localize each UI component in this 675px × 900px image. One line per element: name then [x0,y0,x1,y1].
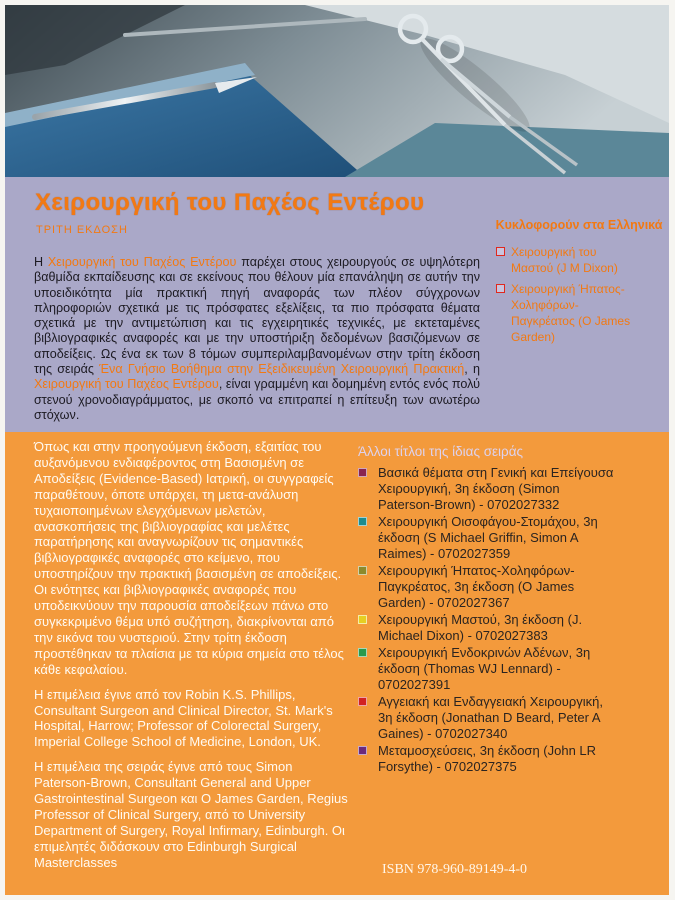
lavender-info-band [5,177,669,432]
greek-editions-list [491,244,667,345]
list-item [496,281,641,345]
list-item [358,465,618,513]
description-paragraph: Όπως και στην προηγούμενη έκδοση, εξαιτίας του αυξανόμενου ενδιαφέροντος στη Βασισμένη σε Αποδείξεις (Evidence-Based) Ιατρική, οι συγγραφείς παραθέτουν, όποτε υπάρχει, τη μετα-ανάλυση τυχαιοποιημένων ελεγχόμενων μελετών, ανασκοπήσεις της βιβλιογραφίας και μελέτες παρατήρησης και αναγνωρίζουν τις σημαντικές βιβλιογραφικές αναφορές στο κείμενο, που υποστηρίζουν την πρακτική βασισμένη σε αποδείξεις. Οι ενότητες και βιβλιογραφικές αναφορές που υποδεικνύουν την παρουσία αποδείξεων πάνω στο συγκεκριμένο θέμα υπό συζήτηση, διακρίνονται από την εικόνα του νυστεριού. Στην τρίτη έκδοση προστέθηκαν τα πλαίσια με τα κύρια σημεία στο τέλος κάθε κεφαλαίου. [34,439,344,677]
isbn-number: ISBN 978-960-89149-4-0 [382,862,528,877]
description-column [34,439,348,880]
square-bullet-icon [358,615,367,624]
list-item [496,244,641,276]
greek-editions-box [491,217,667,350]
series-editors-paragraph: Η επιμέλεια της σειράς έγινε από τους Simon Paterson-Brown, Consultant General and Upper Gastrointestinal Surgeon και O James Garden, Regius Professor of Clinical Surgery, από το University Department of Surgery, Royal Infirmary, Edinburgh. Οι επιμελητές διδάσκουν στο Edinburgh Surgical Masterclasses [34,759,348,870]
square-bullet-icon [358,746,367,755]
list-item-text: Χειρουργική Ενδοκρινών Αδένων, 3η έκδοση (Thomas WJ Lennard) - 0702027391 [378,645,591,692]
list-item [358,612,618,644]
intro-series-name: Ένα Γνήσιο Βοήθημα στην Εξειδικευμένη Χειρουργική Πρακτική [99,362,465,377]
square-bullet-icon [358,468,367,477]
intro-text-4: , είναι γραμμένη και δομημένη εντός ενός πολύ στενού χρονοδιαγράμματος, με σκοπό να επιτραπεί η επίτευξη των ανωτέρω στόχων. [34,377,480,422]
list-item [358,514,618,562]
square-bullet-icon [358,648,367,657]
intro-text-2: παρέχει στους χειρουργούς σε υψηλότερη βαθμίδα εκπαίδευσης και σε εκείνους που θέλουν μία επανάληψη σε αυτήν την υποειδικότητα μία πρακτική πηγή αναφοράς των πλέον σύγχρονων πληροφοριών σχετικά με τις πρόσφατες εξελίξεις, τα πιο πρόσφατα θέματα σχετικά με την αντιμετώπιση και τις εγχειρητικές τεχνικές, με εκτεταμένες βιβλιογραφικές αναφορές και με την υποστήριξη δεδομένων βασιζόμενων σε αποδείξεις. Ως ένα εκ των 8 τόμων συμπεριλαμβανομένων στην τρίτη έκδοση της σειράς [34,255,481,377]
intro-text-3: , η [464,362,480,377]
book-title: Χειρουργική του Παχέος Εντέρου [35,189,425,216]
list-item-text: Βασικά θέματα στη Γενική και Επείγουσα Χειρουργική, 3η έκδοση (Simon Paterson-Brown) - 0702027332 [378,465,614,512]
list-item [358,743,618,775]
square-bullet-icon [358,517,367,526]
list-item [358,694,618,742]
list-item-text: Μεταμοσχεύσεις, 3η έκδοση (John LR Forsythe) - 0702027375 [378,743,597,774]
list-item-text: Χειρουργική του Μαστού (J M Dixon) [511,245,618,275]
list-item [358,645,618,693]
intro-paragraph [34,255,480,423]
checkbox-icon [496,284,505,293]
square-bullet-icon [358,697,367,706]
other-titles-heading: Άλλοι τίτλοι της ίδιας σειράς [358,444,524,459]
intro-text-1: Η [34,255,48,269]
edition-label: ΤΡΙΤΗ ΕΚΔΟΣΗ [36,224,128,236]
list-item-text: Χειρουργική Οισοφάγου-Στομάχου, 3η έκδοση (S Michael Griffin, Simon A Raimes) - 0702027359 [378,514,598,561]
checkbox-icon [496,247,505,256]
orange-details-section [5,432,669,895]
other-titles-column [358,444,628,776]
list-item-text: Χειρουργική Μαστού, 3η έκδοση (J. Michael Dixon) - 0702027383 [378,612,583,643]
square-bullet-icon [358,566,367,575]
list-item-text: Αγγειακή και Ενδαγγειακή Χειρουργική, 3η έκδοση (Jonathan D Beard, Peter A Gaines) - 0702027340 [378,694,604,741]
intro-book-name-2: Χειρουργική του Παχέος Εντέρου [34,377,219,392]
surgical-instruments-photo [5,5,669,177]
greek-editions-heading: Κυκλοφορούν στα Ελληνικά [495,218,663,232]
list-item-text: Χειρουργική Ήπατος-Χοληφόρων-Παγκρέατος (O James Garden) [511,282,631,344]
other-titles-list [358,465,628,775]
book-back-cover [5,5,669,895]
editor-paragraph: Η επιμέλεια έγινε από τον Robin K.S. Phillips, Consultant Surgeon and Clinical Director, St. Mark's Hospital, Harrow; Professor of Colorectal Surgery, Imperial College School of Medicine, London, UK. [34,686,333,750]
list-item [358,563,618,611]
list-item-text: Χειρουργική Ήπατος-Χοληφόρων-Παγκρέατος, 3η έκδοση (O James Garden) - 0702027367 [378,563,575,610]
intro-book-name: Χειρουργική του Παχέος Εντέρου [47,255,237,269]
